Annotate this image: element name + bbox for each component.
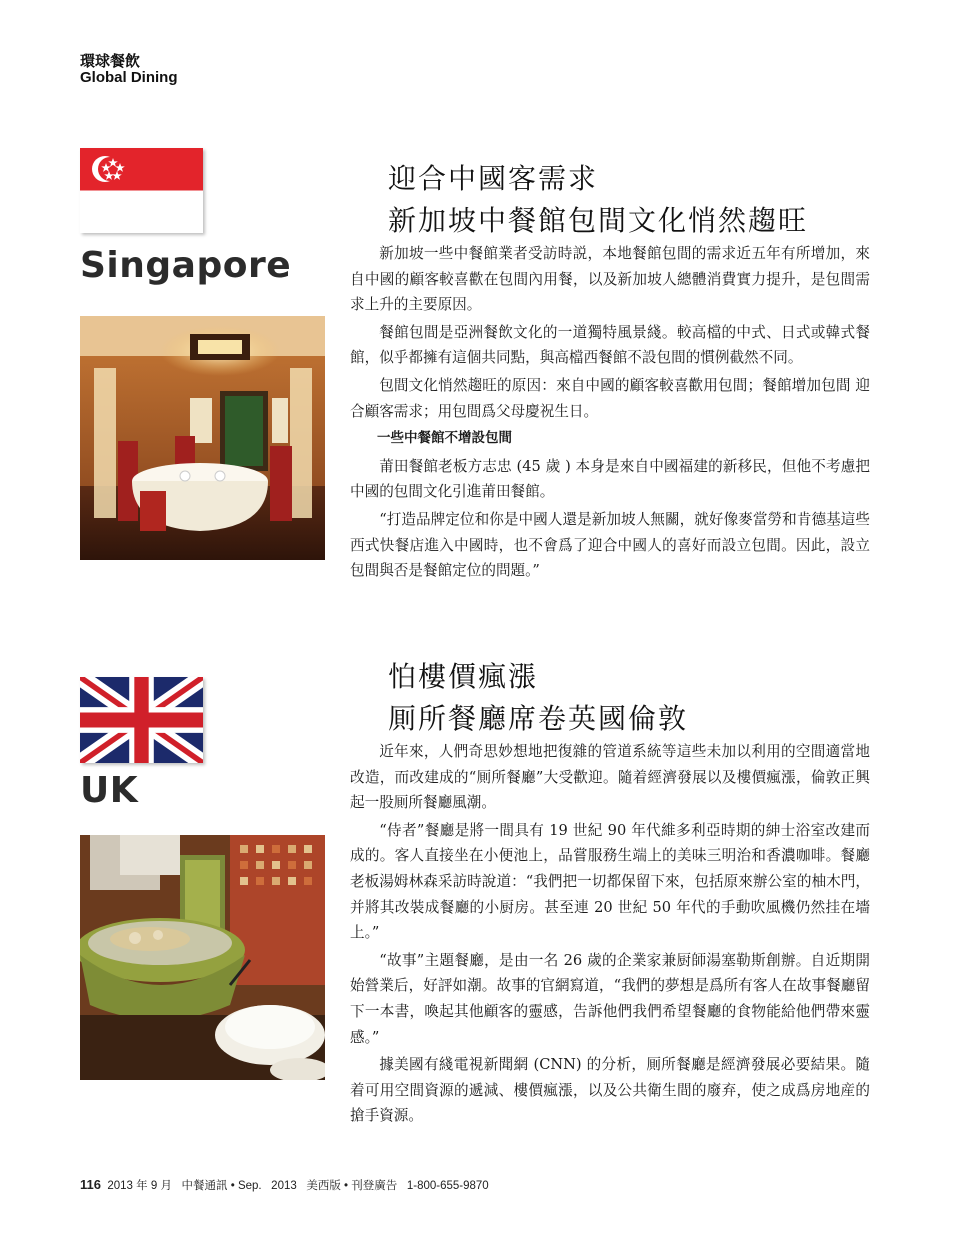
section-title-zh: 環球餐飲 [80,52,141,70]
article-body-singapore [350,241,870,586]
paragraph: 餐館包間是亞洲餐飲文化的一道獨特風景綫。較高檔的中式、日式或韓式餐館，似乎都擁有這個共同點，與高檔西餐館不設包間的慣例截然不同。 [350,323,870,367]
restaurant-private-room-photo [80,316,325,560]
uk-flag [80,677,203,763]
article-title-uk [388,656,688,740]
subheading: 一些中餐館不增設包間 [377,430,512,447]
paragraph: 據美國有綫電視新聞網 (CNN) 的分析，厠所餐廳是經濟發展必要結果。隨着可用空間資源的遞減、樓價瘋漲，以及公共衛生間的廢弃，使之成爲房地産的搶手資源。 [350,1056,870,1125]
singapore-flag [80,148,203,233]
country-name-uk: UK [80,770,139,811]
article-body-uk [350,739,870,1131]
paragraph: 莆田餐館老板方志忠 (45 歲 ) 本身是來自中國福建的新移民，但他不考慮把中國的包間文化引進莆田餐館。 [350,457,870,501]
title-line-1: 迎合中國客需求 [388,162,599,195]
paragraph: 近年來，人們奇思妙想地把復雜的管道系統等這些未加以利用的空間適當地改造，而改建成的“厠所餐廳”大受歡迎。隨着經濟發展以及樓價瘋漲，倫敦正興起一股厠所餐廳風潮。 [350,743,870,812]
paragraph: “故事”主題餐廳，是由一名 26 歲的企業家兼厨師湯塞勒斯創辦。自近期開始營業后，好評如潮。故事的官網寫道，“我們的夢想是爲所有客人在故事餐廳留下一本書，喚起其他顧客的靈感，告訴他們我們希望餐廳的食物能給他們帶來靈感。” [350,951,870,1046]
paragraph: “打造品牌定位和你是中國人還是新加坡人無關，就好像麥當勞和肯德基這些西式快餐店進入中國時，也不會爲了迎合中國人的喜好而設立包間。因此，設立包間與否是餐館定位的問題。” [350,510,870,580]
paragraph: “侍者”餐廳是將一間具有 19 世紀 90 年代維多利亞時期的紳士浴室改建而成的。客人直接坐在小便池上，品嘗服務生端上的美味三明治和香濃咖啡。餐廳老板湯姆林森采訪時說道：“我們把一切都保留下來，包括原來辦公室的柚木門，并將其改裝成餐廳的小厨房。甚至連 20 世紀 50 年代的手動吹風機仍然挂在墻上。” [350,821,870,942]
paragraph: 新加坡一些中餐館業者受訪時説，本地餐館包間的需求近五年有所增加，來自中國的顧客較喜歡在包間內用餐，以及新加坡人總體消費實力提升，是包間需求上升的主要原因。 [350,245,870,314]
page-footer [80,1177,489,1193]
section-title-en: Global Dining [80,69,178,86]
title-line-1: 怕樓價瘋漲 [388,660,539,693]
paragraph: 包間文化悄然趨旺的原因：來自中國的顧客較喜歡用包間；餐館增加包間 迎合顧客需求；用包間爲父母慶祝生日。 [350,376,870,420]
footer-text: 2013 年 9 月 中餐通訊 • Sep. 2013 美西版 • 刊登廣告 1-800-655-9870 [107,1180,489,1192]
title-line-2: 新加坡中餐館包間文化悄然趨旺 [388,204,809,237]
toilet-restaurant-photo [80,835,325,1080]
title-line-2: 厠所餐廳席卷英國倫敦 [388,702,689,735]
country-name-singapore: Singapore [80,245,292,286]
article-title-singapore [388,158,808,242]
page-number: 116 [80,1177,101,1192]
